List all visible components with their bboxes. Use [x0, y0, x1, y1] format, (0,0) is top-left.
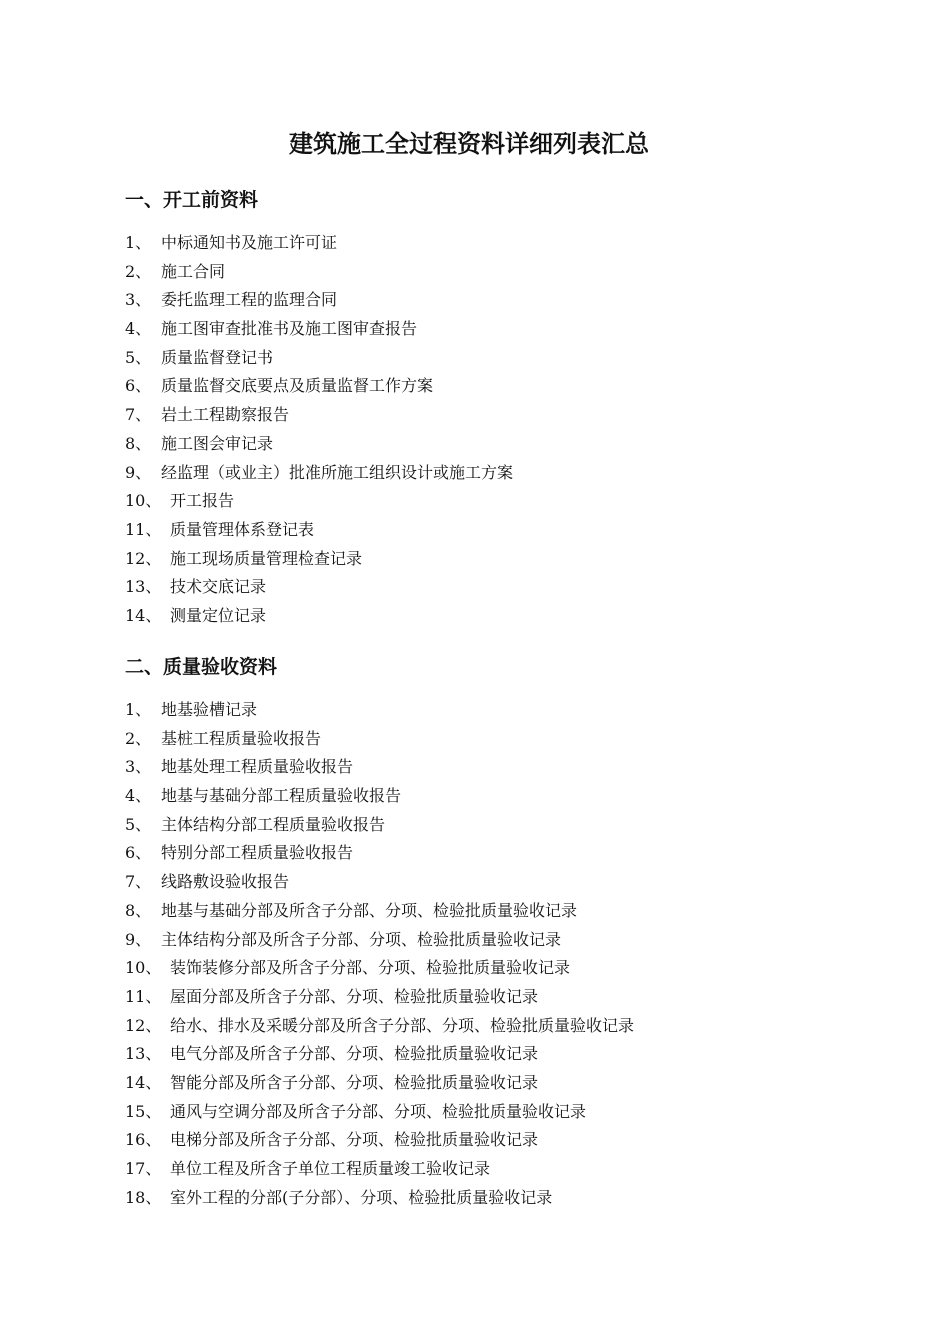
item-text: 装饰装修分部及所含子分部、分项、检验批质量验收记录	[170, 958, 571, 978]
list-item	[125, 1069, 845, 1098]
item-number: 10、	[125, 491, 162, 511]
item-text: 施工现场质量管理检查记录	[170, 548, 363, 568]
item-text: 特别分部工程质量验收报告	[161, 843, 354, 863]
item-text: 智能分部及所含子分部、分项、检验批质量验收记录	[170, 1072, 539, 1092]
list-item	[125, 782, 845, 811]
list-item	[125, 516, 845, 545]
item-text: 室外工程的分部(子分部）、分项、检验批质量验收记录	[170, 1187, 553, 1207]
item-number: 14、	[125, 1072, 162, 1092]
item-text: 给水、排水及采暖分部及所含子分部、分项、检验批质量验收记录	[170, 1015, 635, 1035]
list-item	[125, 868, 845, 897]
list-item	[125, 344, 845, 373]
item-number: 5、	[125, 347, 152, 367]
item-text: 开工报告	[170, 491, 235, 511]
item-text: 施工图会审记录	[161, 433, 274, 453]
item-number: 13、	[125, 577, 162, 597]
item-list	[125, 696, 845, 1212]
list-item	[125, 602, 845, 631]
item-text: 地基处理工程质量验收报告	[161, 757, 354, 777]
document-title: 建筑施工全过程资料详细列表汇总	[289, 130, 649, 158]
item-number: 15、	[125, 1101, 162, 1121]
item-number: 9、	[125, 462, 152, 482]
item-number: 14、	[125, 605, 162, 625]
item-number: 12、	[125, 548, 162, 568]
section-heading: 一、开工前资料	[125, 189, 259, 211]
list-item	[125, 839, 845, 868]
item-number: 2、	[125, 728, 152, 748]
item-number: 4、	[125, 786, 152, 806]
item-text: 屋面分部及所含子分部、分项、检验批质量验收记录	[170, 986, 539, 1006]
item-number: 6、	[125, 376, 152, 396]
list-item	[125, 1155, 845, 1184]
item-text: 主体结构分部及所含子分部、分项、检验批质量验收记录	[161, 929, 562, 949]
list-item	[125, 573, 845, 602]
list-item	[125, 1012, 845, 1041]
item-text: 经监理（或业主）批准所施工组织设计或施工方案	[161, 462, 514, 482]
list-item	[125, 372, 845, 401]
list-item	[125, 487, 845, 516]
item-text: 电气分部及所含子分部、分项、检验批质量验收记录	[170, 1044, 539, 1064]
list-item	[125, 258, 845, 287]
list-item	[125, 954, 845, 983]
item-number: 13、	[125, 1044, 162, 1064]
list-item	[125, 696, 845, 725]
list-item	[125, 897, 845, 926]
list-item	[125, 229, 845, 258]
list-item	[125, 286, 845, 315]
item-text: 质量监督登记书	[161, 347, 274, 367]
item-number: 8、	[125, 900, 152, 920]
item-text: 线路敷设验收报告	[161, 872, 290, 892]
item-number: 1、	[125, 700, 152, 719]
item-number: 1、	[125, 233, 152, 252]
item-text: 单位工程及所含子单位工程质量竣工验收记录	[170, 1159, 491, 1178]
list-item	[125, 811, 845, 840]
list-item	[125, 1184, 845, 1213]
section-quality-acceptance	[125, 651, 845, 1212]
item-number: 11、	[125, 519, 162, 539]
item-text: 主体结构分部工程质量验收报告	[161, 814, 386, 834]
item-number: 16、	[125, 1130, 162, 1150]
item-number: 3、	[125, 757, 152, 777]
list-item	[125, 430, 845, 459]
item-number: 12、	[125, 1015, 162, 1035]
item-number: 18、	[125, 1187, 162, 1207]
item-text: 施工图审查批准书及施工图审查报告	[161, 319, 418, 339]
item-number: 8、	[125, 433, 152, 453]
list-item	[125, 1040, 845, 1069]
item-text: 基桩工程质量验收报告	[161, 728, 322, 748]
item-text: 技术交底记录	[170, 577, 267, 597]
list-item	[125, 1126, 845, 1155]
item-text: 质量管理体系登记表	[170, 519, 315, 539]
item-text: 电梯分部及所含子分部、分项、检验批质量验收记录	[170, 1130, 539, 1150]
item-number: 9、	[125, 929, 152, 949]
list-item	[125, 753, 845, 782]
item-text: 地基与基础分部及所含子分部、分项、检验批质量验收记录	[161, 900, 578, 920]
item-text: 中标通知书及施工许可证	[161, 233, 338, 252]
item-number: 5、	[125, 814, 152, 834]
list-item	[125, 1098, 845, 1127]
item-text: 地基与基础分部工程质量验收报告	[161, 786, 402, 806]
item-number: 11、	[125, 986, 162, 1006]
item-text: 委托监理工程的监理合同	[161, 290, 338, 310]
item-text: 质量监督交底要点及质量监督工作方案	[161, 376, 434, 396]
list-item	[125, 983, 845, 1012]
item-text: 地基验槽记录	[161, 700, 258, 719]
item-number: 3、	[125, 290, 152, 310]
list-item	[125, 401, 845, 430]
list-item	[125, 545, 845, 574]
item-text: 施工合同	[161, 261, 226, 281]
item-number: 2、	[125, 261, 152, 281]
item-number: 4、	[125, 319, 152, 339]
item-number: 10、	[125, 958, 162, 978]
list-item	[125, 459, 845, 488]
item-list	[125, 229, 845, 631]
section-heading: 二、质量验收资料	[125, 656, 278, 678]
list-item	[125, 926, 845, 955]
section-pre-construction	[125, 184, 845, 631]
item-number: 7、	[125, 405, 152, 425]
list-item	[125, 315, 845, 344]
item-text: 岩土工程勘察报告	[161, 405, 290, 425]
list-item	[125, 725, 845, 754]
item-text: 通风与空调分部及所含子分部、分项、检验批质量验收记录	[170, 1101, 587, 1121]
item-number: 6、	[125, 843, 152, 863]
item-number: 7、	[125, 872, 152, 892]
item-number: 17、	[125, 1159, 162, 1178]
item-text: 测量定位记录	[170, 605, 267, 625]
